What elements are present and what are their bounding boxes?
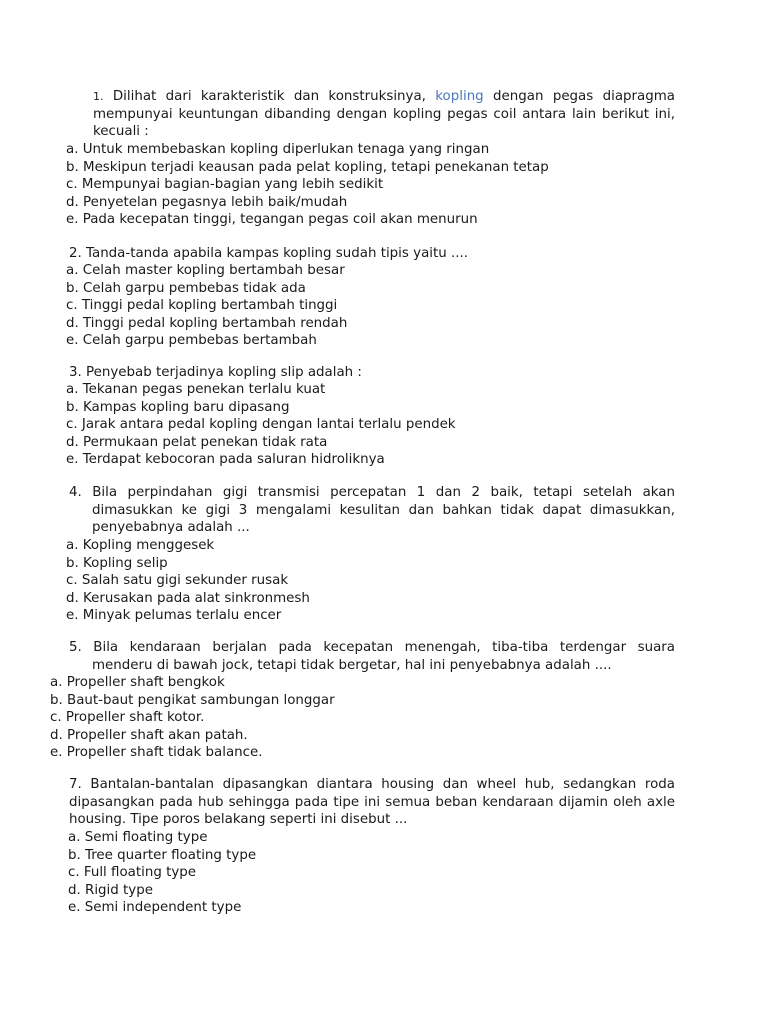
- question-4-stem-line-2: dimasukkan ke gigi 3 mengalami kesulitan dan bahkan tidak dapat dimasukkan,: [92, 502, 675, 518]
- option-a: a. Propeller shaft bengkok: [50, 675, 225, 690]
- option-e: e. Semi independent type: [68, 900, 242, 916]
- question-5-stem-line-2: menderu di bawah jock, tetapi tidak bergetar, hal ini penyebabnya adalah ....: [92, 657, 612, 673]
- option-b: b. Celah garpu pembebas tidak ada: [66, 280, 306, 296]
- question-3-options: [66, 381, 456, 469]
- option-c: c. Tinggi pedal kopling bertambah tinggi: [66, 298, 338, 314]
- option-b: b. Baut-baut pengikat sambungan longgar: [50, 692, 335, 708]
- question-5-stem: [69, 639, 675, 674]
- option-c: c. Mempunyai bagian-bagian yang lebih sedikit: [66, 177, 384, 193]
- option-a: a. Untuk membebaskan kopling diperlukan tenaga yang ringan: [66, 142, 490, 157]
- question-4-options: [66, 537, 310, 625]
- option-c: c. Full floating type: [68, 865, 196, 881]
- question-3-stem: 3. Penyebab terjadinya kopling slip adalah :: [69, 365, 362, 380]
- question-number: 1.: [93, 90, 104, 103]
- option-c: c. Jarak antara pedal kopling dengan lantai terlalu pendek: [66, 417, 456, 433]
- question-2-stem: 2. Tanda-tanda apabila kampas kopling sudah tipis yaitu ....: [69, 246, 469, 261]
- option-a: a. Celah master kopling bertambah besar: [66, 263, 345, 278]
- question-5-stem-line-1: 5. Bila kendaraan berjalan pada kecepatan menengah, tiba-tiba terdengar suara: [69, 640, 675, 655]
- option-a: a. Kopling menggesek: [66, 538, 215, 553]
- question-5-options: [50, 674, 335, 762]
- question-1-stem-before: Dilihat dari karakteristik dan konstruksinya,: [112, 89, 426, 104]
- option-d: d. Tinggi pedal kopling bertambah rendah: [66, 315, 348, 331]
- option-e: e. Propeller shaft tidak balance.: [50, 745, 263, 761]
- option-d: d. Rigid type: [68, 882, 153, 898]
- option-a: a. Tekanan pegas penekan terlalu kuat: [66, 382, 326, 397]
- option-b: b. Kopling selip: [66, 555, 168, 571]
- option-e: e. Terdapat kebocoran pada saluran hidroliknya: [66, 452, 385, 468]
- question-1-stem-after: dengan pegas diapragma: [493, 89, 675, 104]
- question-7-stem-line-3: housing. Tipe poros belakang seperti ini disebut ...: [69, 812, 408, 828]
- option-e: e. Minyak pelumas terlalu encer: [66, 608, 282, 624]
- option-c: c. Salah satu gigi sekunder rusak: [66, 573, 289, 589]
- option-b: b. Kampas kopling baru dipasang: [66, 399, 290, 415]
- question-4-stem: [69, 484, 675, 537]
- question-1: [93, 88, 675, 141]
- question-4-stem-line-3: penyebabnya adalah ...: [92, 520, 250, 536]
- question-7-stem-line-1: 7. Bantalan-bantalan dipasangkan diantara housing dan wheel hub, sedangkan roda: [69, 777, 675, 792]
- option-c: c. Propeller shaft kotor.: [50, 710, 205, 726]
- option-d: d. Permukaan pelat penekan tidak rata: [66, 434, 328, 450]
- question-1-options: [66, 141, 549, 229]
- question-7-options: [68, 829, 256, 917]
- option-d: d. Penyetelan pegasnya lebih baik/mudah: [66, 194, 348, 210]
- option-e: e. Pada kecepatan tinggi, tegangan pegas coil akan menurun: [66, 212, 478, 228]
- option-e: e. Celah garpu pembebas bertambah: [66, 333, 317, 349]
- kopling-link[interactable]: kopling: [435, 89, 484, 104]
- option-b: b. Meskipun terjadi keausan pada pelat kopling, tetapi penekanan tetap: [66, 159, 549, 175]
- question-1-stem-line-1: [93, 88, 675, 106]
- question-1-stem-line-2: mempunyai keuntungan dibanding dengan kopling pegas coil antara lain berikut ini,: [93, 106, 675, 122]
- option-d: d. Propeller shaft akan patah.: [50, 727, 248, 743]
- question-7-stem: [69, 776, 675, 829]
- option-a: a. Semi floating type: [68, 830, 208, 845]
- option-b: b. Tree quarter floating type: [68, 847, 257, 863]
- question-4-stem-line-1: 4. Bila perpindahan gigi transmisi percepatan 1 dan 2 baik, tetapi setelah akan: [69, 485, 675, 500]
- option-d: d. Kerusakan pada alat sinkronmesh: [66, 590, 310, 606]
- question-1-stem-line-3: kecuali :: [93, 124, 149, 140]
- question-2-options: [66, 262, 347, 350]
- question-7-stem-line-2: dipasangkan pada hub sehingga pada tipe ini semua beban kendaraan dijamin oleh axle: [69, 794, 675, 810]
